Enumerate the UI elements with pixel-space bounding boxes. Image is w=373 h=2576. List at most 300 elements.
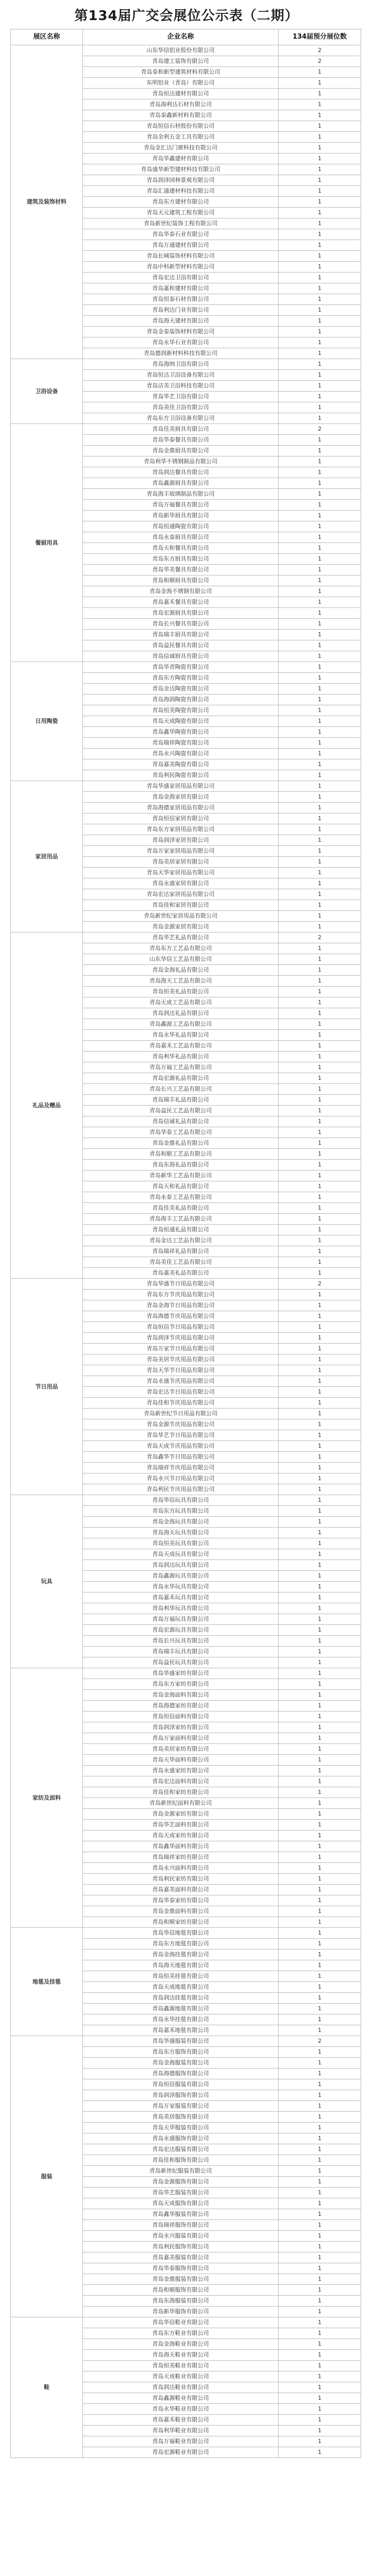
table-header xyxy=(11,29,361,45)
booth-count-cell: 1 xyxy=(279,1744,361,1755)
company-name-cell: 青岛金鼎礼品有限公司 xyxy=(83,1138,279,1149)
booth-count-cell: 1 xyxy=(279,922,361,933)
booth-count-cell: 1 xyxy=(279,164,361,175)
company-name-cell: 青岛利华鞋业有限公司 xyxy=(83,2426,279,2436)
company-name-cell: 青岛恒达卫浴设备有限公司 xyxy=(83,370,279,381)
booth-count-cell: 1 xyxy=(279,2371,361,2382)
booth-count-cell: 1 xyxy=(279,1214,361,1225)
booth-count-cell: 1 xyxy=(279,283,361,294)
category-cell: 服装 xyxy=(11,2036,83,2317)
company-name-cell: 青岛润泽园林景观有限公司 xyxy=(83,175,279,186)
company-name-cell: 青岛利民陶瓷有限公司 xyxy=(83,770,279,781)
table-row xyxy=(11,2036,361,2047)
company-name-cell: 青岛万家家居用品有限公司 xyxy=(83,846,279,857)
company-name-cell: 青岛天华家居用品有限公司 xyxy=(83,868,279,878)
company-name-cell: 青岛鑫华节日用品有限公司 xyxy=(83,1452,279,1463)
booth-count-cell: 1 xyxy=(279,1127,361,1138)
booth-count-cell: 1 xyxy=(279,1030,361,1041)
booth-count-cell: 1 xyxy=(279,965,361,976)
company-name-cell: 青岛华盛服装有限公司 xyxy=(83,2036,279,2047)
company-name-cell: 山东华信铝业股份有限公司 xyxy=(83,45,279,56)
booth-count-cell: 1 xyxy=(279,154,361,164)
booth-count-cell: 1 xyxy=(279,316,361,327)
company-name-cell: 青岛嘉美陶瓷有限公司 xyxy=(83,759,279,770)
booth-count-cell: 1 xyxy=(279,456,361,467)
booth-count-cell: 1 xyxy=(279,197,361,208)
company-name-cell: 青岛润泽家纺有限公司 xyxy=(83,1722,279,1733)
booth-count-cell: 1 xyxy=(279,2133,361,2144)
table-row xyxy=(11,781,361,792)
booth-count-cell: 1 xyxy=(279,1657,361,1668)
booth-count-cell: 1 xyxy=(279,694,361,705)
company-name-cell: 青岛鑫源工艺品有限公司 xyxy=(83,1019,279,1030)
company-name-cell: 青岛永盛家纺有限公司 xyxy=(83,1766,279,1776)
booth-count-cell: 1 xyxy=(279,1149,361,1160)
booth-count-cell: 1 xyxy=(279,413,361,424)
company-name-cell: 青岛宏达面料有限公司 xyxy=(83,1776,279,1787)
booth-count-cell: 1 xyxy=(279,1225,361,1235)
company-name-cell: 青岛金海不锈钢有限公司 xyxy=(83,586,279,597)
company-name-cell: 青岛恒美挂毯有限公司 xyxy=(83,1971,279,1982)
company-name-cell: 青岛海天鞋业有限公司 xyxy=(83,2350,279,2361)
company-name-cell: 青岛东方服饰有限公司 xyxy=(83,2047,279,2058)
booth-count-cell: 1 xyxy=(279,1160,361,1171)
company-name-cell: 青岛华泰家纺有限公司 xyxy=(83,1895,279,1906)
company-name-cell: 青岛金海家居有限公司 xyxy=(83,792,279,803)
booth-count-cell: 1 xyxy=(279,997,361,1008)
table-row xyxy=(11,359,361,370)
company-name-cell: 青岛天和餐具有限公司 xyxy=(83,543,279,554)
booth-count-cell: 1 xyxy=(279,1906,361,1917)
booth-count-cell: 1 xyxy=(279,1939,361,1950)
company-name-cell: 青岛长城装饰材料有限公司 xyxy=(83,251,279,262)
booth-count-cell: 1 xyxy=(279,684,361,694)
company-name-cell: 青岛新世纪面料有限公司 xyxy=(83,1798,279,1809)
booth-count-cell: 1 xyxy=(279,218,361,229)
booth-count-cell: 1 xyxy=(279,1116,361,1127)
booth-count-cell: 1 xyxy=(279,554,361,565)
booth-count-cell: 1 xyxy=(279,1463,361,1473)
booth-count-cell: 1 xyxy=(279,1960,361,1971)
booth-count-cell: 1 xyxy=(279,987,361,997)
company-name-cell: 青岛宏源厨具有限公司 xyxy=(83,608,279,619)
booth-count-cell: 1 xyxy=(279,1019,361,1030)
booth-count-cell: 1 xyxy=(279,381,361,392)
booth-count-cell: 1 xyxy=(279,575,361,586)
booth-count-cell: 1 xyxy=(279,1008,361,1019)
company-name-cell: 青岛海丰玻璃制品有限公司 xyxy=(83,489,279,500)
booth-count-cell: 1 xyxy=(279,532,361,543)
company-name-cell: 青岛恒泰石材有限公司 xyxy=(83,294,279,305)
table-row xyxy=(11,45,361,56)
company-name-cell: 青岛鑫源厨具有限公司 xyxy=(83,478,279,489)
booth-count-cell: 1 xyxy=(279,1344,361,1354)
company-name-cell: 青岛万福餐具有限公司 xyxy=(83,500,279,511)
booth-count-cell: 1 xyxy=(279,824,361,835)
booth-count-cell: 2 xyxy=(279,424,361,435)
company-name-cell: 青岛润达玩具有限公司 xyxy=(83,1560,279,1571)
company-name-cell: 青岛恒信节日用品有限公司 xyxy=(83,1322,279,1333)
company-name-cell: 青岛佳和家纺有限公司 xyxy=(83,1787,279,1798)
booth-count-cell: 1 xyxy=(279,1473,361,1484)
company-name-cell: 青岛华青陶瓷有限公司 xyxy=(83,662,279,673)
company-name-cell: 青岛永兴节日用品有限公司 xyxy=(83,1473,279,1484)
company-name-cell: 青岛金海鞋业有限公司 xyxy=(83,2339,279,2350)
company-name-cell: 青岛润达鞋业有限公司 xyxy=(83,2382,279,2393)
company-name-cell: 青岛利华礼品有限公司 xyxy=(83,1052,279,1062)
booth-count-cell: 1 xyxy=(279,1409,361,1419)
company-name-cell: 青岛金鼎厨具有限公司 xyxy=(83,446,279,456)
booth-count-cell: 1 xyxy=(279,1820,361,1831)
company-name-cell: 青岛利华玩具有限公司 xyxy=(83,1603,279,1614)
company-name-cell: 青岛东方卫浴设备有限公司 xyxy=(83,413,279,424)
company-name-cell: 青岛恒信服装有限公司 xyxy=(83,2079,279,2090)
booth-count-cell: 1 xyxy=(279,1506,361,1517)
company-name-cell: 青岛新华工艺品有限公司 xyxy=(83,1171,279,1181)
booth-count-cell: 1 xyxy=(279,770,361,781)
booth-count-cell: 1 xyxy=(279,857,361,868)
booth-count-cell: 1 xyxy=(279,1419,361,1430)
booth-count-cell: 1 xyxy=(279,2209,361,2220)
company-name-cell: 青岛佳和服饰有限公司 xyxy=(83,2155,279,2166)
company-name-cell: 东明铝业（青岛）有限公司 xyxy=(83,78,279,89)
booth-count-cell: 1 xyxy=(279,1106,361,1116)
company-name-cell: 青岛海德服饰有限公司 xyxy=(83,2069,279,2079)
booth-count-cell: 1 xyxy=(279,305,361,316)
booth-count-cell: 1 xyxy=(279,467,361,478)
company-name-cell: 青岛金鼎面料有限公司 xyxy=(83,1906,279,1917)
booth-count-cell: 1 xyxy=(279,1831,361,1841)
company-name-cell: 青岛嘉和建材有限公司 xyxy=(83,283,279,294)
company-name-cell: 青岛新世纪装饰工程有限公司 xyxy=(83,218,279,229)
booth-count-cell: 1 xyxy=(279,1863,361,1874)
category-cell: 家纺及面料 xyxy=(11,1668,83,1928)
booth-count-cell: 1 xyxy=(279,89,361,99)
booth-count-cell: 1 xyxy=(279,2155,361,2166)
booth-count-cell: 1 xyxy=(279,1733,361,1744)
company-name-cell: 青岛万福鞋业有限公司 xyxy=(83,2436,279,2447)
company-name-cell: 青岛长兴玩具有限公司 xyxy=(83,1636,279,1647)
company-name-cell: 青岛润泽服饰有限公司 xyxy=(83,2090,279,2101)
booth-count-cell: 1 xyxy=(279,1181,361,1192)
company-name-cell: 青岛美佳卫浴有限公司 xyxy=(83,402,279,413)
company-name-cell: 青岛洁美卫浴科技有限公司 xyxy=(83,381,279,392)
table-row xyxy=(11,1279,361,1290)
company-name-cell: 青岛天成鞋业有限公司 xyxy=(83,2371,279,2382)
company-name-cell: 青岛东方地毯有限公司 xyxy=(83,1939,279,1950)
booth-count-cell: 1 xyxy=(279,1311,361,1322)
booth-count-cell: 1 xyxy=(279,2307,361,2317)
company-name-cell: 山东华信工艺品有限公司 xyxy=(83,954,279,965)
booth-count-cell: 1 xyxy=(279,500,361,511)
booth-count-cell: 1 xyxy=(279,1333,361,1344)
company-name-cell: 青岛新华服饰有限公司 xyxy=(83,2307,279,2317)
company-name-cell: 青岛新世纪节日用品有限公司 xyxy=(83,1409,279,1419)
booth-count-cell: 1 xyxy=(279,543,361,554)
company-name-cell: 青岛东方家居用品有限公司 xyxy=(83,824,279,835)
booth-count-cell: 1 xyxy=(279,900,361,911)
booth-count-cell: 1 xyxy=(279,132,361,143)
category-cell: 建筑及装饰材料 xyxy=(11,45,83,359)
booth-count-cell: 1 xyxy=(279,1614,361,1625)
booth-count-cell: 1 xyxy=(279,511,361,521)
company-name-cell: 青岛东方厨具有限公司 xyxy=(83,554,279,565)
booth-count-cell: 1 xyxy=(279,1495,361,1506)
booth-count-cell: 1 xyxy=(279,1668,361,1679)
company-name-cell: 青岛海天工艺品有限公司 xyxy=(83,976,279,987)
company-name-cell: 青岛宏达节日用品有限公司 xyxy=(83,1387,279,1398)
company-name-cell: 青岛佳和家居有限公司 xyxy=(83,900,279,911)
company-name-cell: 青岛嘉禾地毯有限公司 xyxy=(83,2025,279,2036)
company-name-cell: 青岛润泽节庆用品有限公司 xyxy=(83,1333,279,1344)
company-name-cell: 青岛金泰装饰材料有限公司 xyxy=(83,327,279,337)
table-row xyxy=(11,2317,361,2328)
booth-count-cell: 1 xyxy=(279,1592,361,1603)
booth-count-cell: 1 xyxy=(279,1095,361,1106)
booth-count-cell: 1 xyxy=(279,738,361,749)
booth-count-cell: 1 xyxy=(279,1235,361,1246)
company-name-cell: 青岛美居服饰有限公司 xyxy=(83,2112,279,2123)
table-row xyxy=(11,662,361,673)
booth-count-cell: 1 xyxy=(279,1398,361,1409)
booth-count-cell: 1 xyxy=(279,1387,361,1398)
booth-count-cell: 1 xyxy=(279,2112,361,2123)
category-cell: 节日用品 xyxy=(11,1279,83,1495)
company-name-cell: 青岛天成陶瓷有限公司 xyxy=(83,716,279,727)
booth-count-cell: 1 xyxy=(279,1809,361,1820)
booth-count-cell: 2 xyxy=(279,45,361,56)
company-name-cell: 青岛金利五金工具有限公司 xyxy=(83,132,279,143)
booth-count-cell: 1 xyxy=(279,2361,361,2371)
booth-count-cell: 1 xyxy=(279,2101,361,2112)
booth-count-cell: 1 xyxy=(279,78,361,89)
booth-count-cell: 1 xyxy=(279,1787,361,1798)
booth-count-cell: 1 xyxy=(279,273,361,283)
company-name-cell: 青岛天华面料有限公司 xyxy=(83,1755,279,1766)
company-name-cell: 青岛金海节日用品有限公司 xyxy=(83,1300,279,1311)
company-name-cell: 青岛天华节日用品有限公司 xyxy=(83,1365,279,1376)
company-name-cell: 青岛鑫源玩具有限公司 xyxy=(83,1571,279,1582)
header-category: 展区名称 xyxy=(11,29,83,45)
booth-count-cell: 1 xyxy=(279,1073,361,1084)
booth-count-cell: 1 xyxy=(279,2382,361,2393)
booth-count-cell: 1 xyxy=(279,2047,361,2058)
company-name-cell: 青岛嘉禾工艺品有限公司 xyxy=(83,1041,279,1052)
booth-count-cell: 1 xyxy=(279,348,361,359)
company-name-cell: 青岛永盛节庆用品有限公司 xyxy=(83,1376,279,1387)
booth-count-cell: 1 xyxy=(279,1971,361,1982)
booth-count-cell: 1 xyxy=(279,1852,361,1863)
company-name-cell: 青岛鑫华服装有限公司 xyxy=(83,2209,279,2220)
company-name-cell: 青岛华美餐具有限公司 xyxy=(83,565,279,575)
category-cell: 家居用品 xyxy=(11,781,83,933)
booth-count-cell: 1 xyxy=(279,2220,361,2231)
booth-count-cell: 1 xyxy=(279,2058,361,2069)
booth-count-cell: 1 xyxy=(279,2415,361,2426)
company-name-cell: 青岛宏达家居用品有限公司 xyxy=(83,889,279,900)
company-name-cell: 青岛美佳工艺品有限公司 xyxy=(83,1257,279,1268)
company-name-cell: 青岛海润陶瓷有限公司 xyxy=(83,694,279,705)
company-name-cell: 青岛永泰工艺品有限公司 xyxy=(83,1192,279,1203)
booth-count-cell: 1 xyxy=(279,1084,361,1095)
company-name-cell: 青岛华艺服装有限公司 xyxy=(83,2188,279,2198)
company-name-cell: 青岛海天建材有限公司 xyxy=(83,316,279,327)
table-row xyxy=(11,1668,361,1679)
booth-count-cell: 1 xyxy=(279,2198,361,2209)
company-name-cell: 青岛金达陶瓷有限公司 xyxy=(83,684,279,694)
company-name-cell: 青岛信诚厨具有限公司 xyxy=(83,651,279,662)
booth-count-cell: 1 xyxy=(279,1690,361,1701)
booth-count-cell: 1 xyxy=(279,2090,361,2101)
category-cell: 鞋 xyxy=(11,2317,83,2458)
company-name-cell: 青岛华信玩具有限公司 xyxy=(83,1495,279,1506)
company-name-cell: 青岛海德家纺有限公司 xyxy=(83,1701,279,1711)
booth-count-cell: 1 xyxy=(279,2447,361,2458)
company-name-cell: 青岛金海服装有限公司 xyxy=(83,2058,279,2069)
booth-count-cell: 1 xyxy=(279,1354,361,1365)
booth-count-cell: 1 xyxy=(279,2317,361,2328)
booth-count-cell: 1 xyxy=(279,1430,361,1441)
booth-count-cell: 1 xyxy=(279,1711,361,1722)
booth-count-cell: 1 xyxy=(279,2144,361,2155)
company-name-cell: 青岛海纳卫浴有限公司 xyxy=(83,359,279,370)
company-name-cell: 青岛恒信家居有限公司 xyxy=(83,814,279,824)
company-name-cell: 青岛佳和节庆用品有限公司 xyxy=(83,1398,279,1409)
company-name-cell: 青岛金达工艺品有限公司 xyxy=(83,1235,279,1246)
booth-count-cell: 1 xyxy=(279,792,361,803)
booth-count-cell: 1 xyxy=(279,1679,361,1690)
company-name-cell: 青岛宏源鞋业有限公司 xyxy=(83,2447,279,2458)
company-name-cell: 青岛海德家居用品有限公司 xyxy=(83,803,279,814)
booth-count-cell: 1 xyxy=(279,803,361,814)
booth-count-cell: 1 xyxy=(279,2004,361,2014)
booth-count-cell: 1 xyxy=(279,705,361,716)
company-name-cell: 青岛泰和新型建筑材料有限公司 xyxy=(83,67,279,78)
booth-count-cell: 1 xyxy=(279,2274,361,2285)
company-name-cell: 青岛华泰工艺品有限公司 xyxy=(83,1127,279,1138)
company-name-cell: 青岛瑞祥陶瓷有限公司 xyxy=(83,738,279,749)
booth-count-cell: 1 xyxy=(279,2296,361,2307)
company-name-cell: 青岛润泽家居有限公司 xyxy=(83,835,279,846)
company-name-cell: 青岛华泰餐具有限公司 xyxy=(83,435,279,446)
company-name-cell: 青岛鑫华面料有限公司 xyxy=(83,1841,279,1852)
company-name-cell: 青岛永兴面料有限公司 xyxy=(83,1863,279,1874)
company-name-cell: 青岛鑫源鞋业有限公司 xyxy=(83,2393,279,2404)
company-name-cell: 青岛和顺服饰有限公司 xyxy=(83,2285,279,2296)
company-name-cell: 青岛益民工艺品有限公司 xyxy=(83,1106,279,1116)
company-name-cell: 青岛新华厨具有限公司 xyxy=(83,511,279,521)
company-name-cell: 青岛东方陶瓷有限公司 xyxy=(83,673,279,684)
company-name-cell: 青岛永盛服饰有限公司 xyxy=(83,2133,279,2144)
booth-count-cell: 1 xyxy=(279,1171,361,1181)
company-name-cell: 青岛瑞祥家纺有限公司 xyxy=(83,1852,279,1863)
company-name-cell: 青岛万家服装有限公司 xyxy=(83,2101,279,2112)
booth-count-cell: 2 xyxy=(279,933,361,943)
booth-count-cell: 1 xyxy=(279,1452,361,1463)
company-name-cell: 青岛金汇达门窗科技有限公司 xyxy=(83,143,279,154)
company-name-cell: 青岛盛华新型建材科技有限公司 xyxy=(83,164,279,175)
company-name-cell: 青岛万家面料有限公司 xyxy=(83,1733,279,1744)
booth-count-cell: 1 xyxy=(279,1484,361,1495)
booth-count-cell: 1 xyxy=(279,673,361,684)
company-name-cell: 青岛天和礼品有限公司 xyxy=(83,1181,279,1192)
company-name-cell: 青岛瑞丰厨具有限公司 xyxy=(83,630,279,640)
category-cell: 日用陶瓷 xyxy=(11,662,83,781)
company-name-cell: 青岛东方工艺品有限公司 xyxy=(83,943,279,954)
booth-count-cell: 1 xyxy=(279,1560,361,1571)
company-name-cell: 青岛东方家纺有限公司 xyxy=(83,1679,279,1690)
company-name-cell: 青岛永华石业有限公司 xyxy=(83,337,279,348)
booth-count-cell: 1 xyxy=(279,878,361,889)
booth-count-cell: 1 xyxy=(279,478,361,489)
company-name-cell: 青岛润达挂毯有限公司 xyxy=(83,1993,279,2004)
booth-count-cell: 1 xyxy=(279,1798,361,1809)
category-cell: 卫浴设备 xyxy=(11,359,83,424)
booth-count-cell: 1 xyxy=(279,240,361,251)
booth-count-cell: 1 xyxy=(279,1582,361,1592)
company-name-cell: 青岛佳美厨具有限公司 xyxy=(83,424,279,435)
company-name-cell: 青岛金源家纺有限公司 xyxy=(83,1809,279,1820)
booth-count-cell: 1 xyxy=(279,1993,361,2004)
company-name-cell: 青岛金海礼品有限公司 xyxy=(83,965,279,976)
booth-count-cell: 1 xyxy=(279,1246,361,1257)
booth-count-cell: 1 xyxy=(279,1950,361,1960)
company-name-cell: 青岛华信鞋业有限公司 xyxy=(83,2317,279,2328)
category-cell: 礼品及赠品 xyxy=(11,933,83,1279)
booth-count-cell: 1 xyxy=(279,662,361,673)
company-name-cell: 青岛天成玩具有限公司 xyxy=(83,1549,279,1560)
booth-count-cell: 1 xyxy=(279,976,361,987)
company-name-cell: 青岛宏源玩具有限公司 xyxy=(83,1625,279,1636)
booth-count-cell: 1 xyxy=(279,392,361,402)
booth-count-cell: 1 xyxy=(279,121,361,132)
booth-count-cell: 1 xyxy=(279,2166,361,2177)
company-name-cell: 青岛长兴工艺品有限公司 xyxy=(83,1084,279,1095)
booth-count-cell: 1 xyxy=(279,1268,361,1279)
booth-count-cell: 1 xyxy=(279,1203,361,1214)
company-name-cell: 青岛中科新型材料有限公司 xyxy=(83,262,279,273)
booth-count-cell: 1 xyxy=(279,2252,361,2263)
company-name-cell: 青岛华泰石业有限公司 xyxy=(83,229,279,240)
booth-count-cell: 1 xyxy=(279,1062,361,1073)
company-name-cell: 青岛海利达石材有限公司 xyxy=(83,99,279,110)
company-name-cell: 青岛金源服饰有限公司 xyxy=(83,2177,279,2188)
company-name-cell: 青岛天华服装有限公司 xyxy=(83,2123,279,2133)
company-name-cell: 青岛利民家纺有限公司 xyxy=(83,1874,279,1885)
company-name-cell: 青岛万福玩具有限公司 xyxy=(83,1614,279,1625)
company-name-cell: 青岛华盛家居用品有限公司 xyxy=(83,781,279,792)
company-name-cell: 青岛利华不锈钢制品有限公司 xyxy=(83,456,279,467)
company-name-cell: 青岛东方节庆用品有限公司 xyxy=(83,1290,279,1300)
booth-count-cell: 1 xyxy=(279,2014,361,2025)
company-name-cell: 青岛鑫华陶瓷有限公司 xyxy=(83,727,279,738)
booth-count-cell: 1 xyxy=(279,327,361,337)
company-name-cell: 青岛东方鞋业有限公司 xyxy=(83,2328,279,2339)
category-cell: 地毯及挂毯 xyxy=(11,1928,83,2036)
company-name-cell: 青岛和顺厨具有限公司 xyxy=(83,575,279,586)
company-name-cell: 青岛天成节庆用品有限公司 xyxy=(83,1441,279,1452)
company-name-cell: 青岛宏达卫浴有限公司 xyxy=(83,273,279,283)
company-name-cell: 青岛天成工艺品有限公司 xyxy=(83,997,279,1008)
company-name-cell: 青岛华泰服饰有限公司 xyxy=(83,2263,279,2274)
booth-count-cell: 1 xyxy=(279,2025,361,2036)
company-name-cell: 青岛天成地毯有限公司 xyxy=(83,1982,279,1993)
company-name-cell: 青岛瑞祥服饰有限公司 xyxy=(83,2220,279,2231)
company-name-cell: 青岛嘉美礼品有限公司 xyxy=(83,1268,279,1279)
booth-count-cell: 1 xyxy=(279,1257,361,1268)
company-name-cell: 青岛德润新材料科技有限公司 xyxy=(83,348,279,359)
company-name-cell: 青岛恒美玩具有限公司 xyxy=(83,1538,279,1549)
